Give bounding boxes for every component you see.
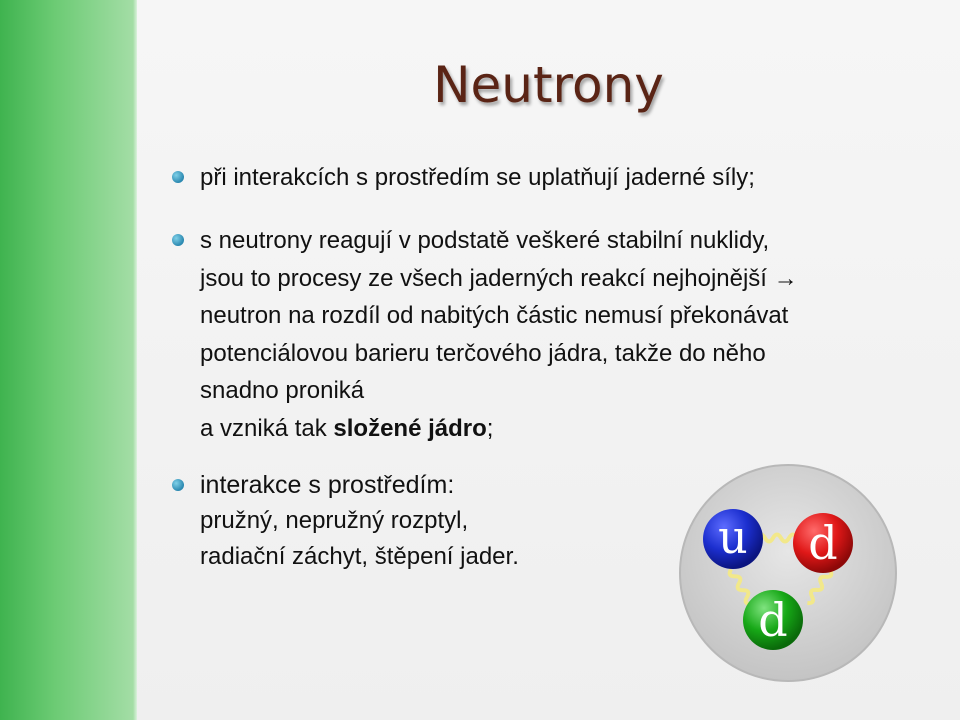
- bullet-dot-icon: [172, 479, 184, 491]
- bullet-text-line: s neutrony reagují v podstatě veškeré stabilní nuklidy,: [200, 227, 770, 254]
- quark-label: d: [758, 593, 788, 647]
- slide-title: Neutrony: [433, 56, 664, 114]
- bullet-heading: interakce s prostředím:: [200, 471, 455, 499]
- bullet-text-line: pružný, nepružný rozptyl,: [200, 507, 469, 534]
- quark-label: u: [718, 510, 748, 564]
- bullet-text-line: neutron na rozdíl od nabitých částic nemusí překonávat: [200, 302, 789, 329]
- side-decor-band: [0, 0, 137, 720]
- neutron-sphere: [680, 465, 896, 681]
- bullet-text-line: snadno proniká: [200, 377, 365, 404]
- bullet-item-2: [170, 222, 940, 447]
- bullet-text-line: potenciálovou barieru terčového jádra, takže do něho: [200, 339, 766, 367]
- bullet-item-1: [170, 160, 940, 196]
- bullet-text-line: radiační záchyt, štěpení jader.: [200, 543, 519, 570]
- neutron-quark-diagram: [645, 455, 935, 690]
- bullet-text-line-last: [200, 410, 940, 448]
- quark-label: d: [808, 516, 838, 570]
- text-prefix: a vzniká tak: [200, 414, 334, 442]
- text-suffix: ;: [486, 414, 494, 442]
- bullet-text: při interakcích s prostředím se uplatňují jaderné síly;: [200, 164, 755, 191]
- bold-term: složené jádro: [333, 414, 487, 442]
- bullet-dot-icon: [172, 234, 184, 246]
- bullet-text-line: jsou to procesy ze všech jaderných reakcí nejhojnější →: [200, 264, 798, 292]
- bullet-dot-icon: [172, 171, 184, 183]
